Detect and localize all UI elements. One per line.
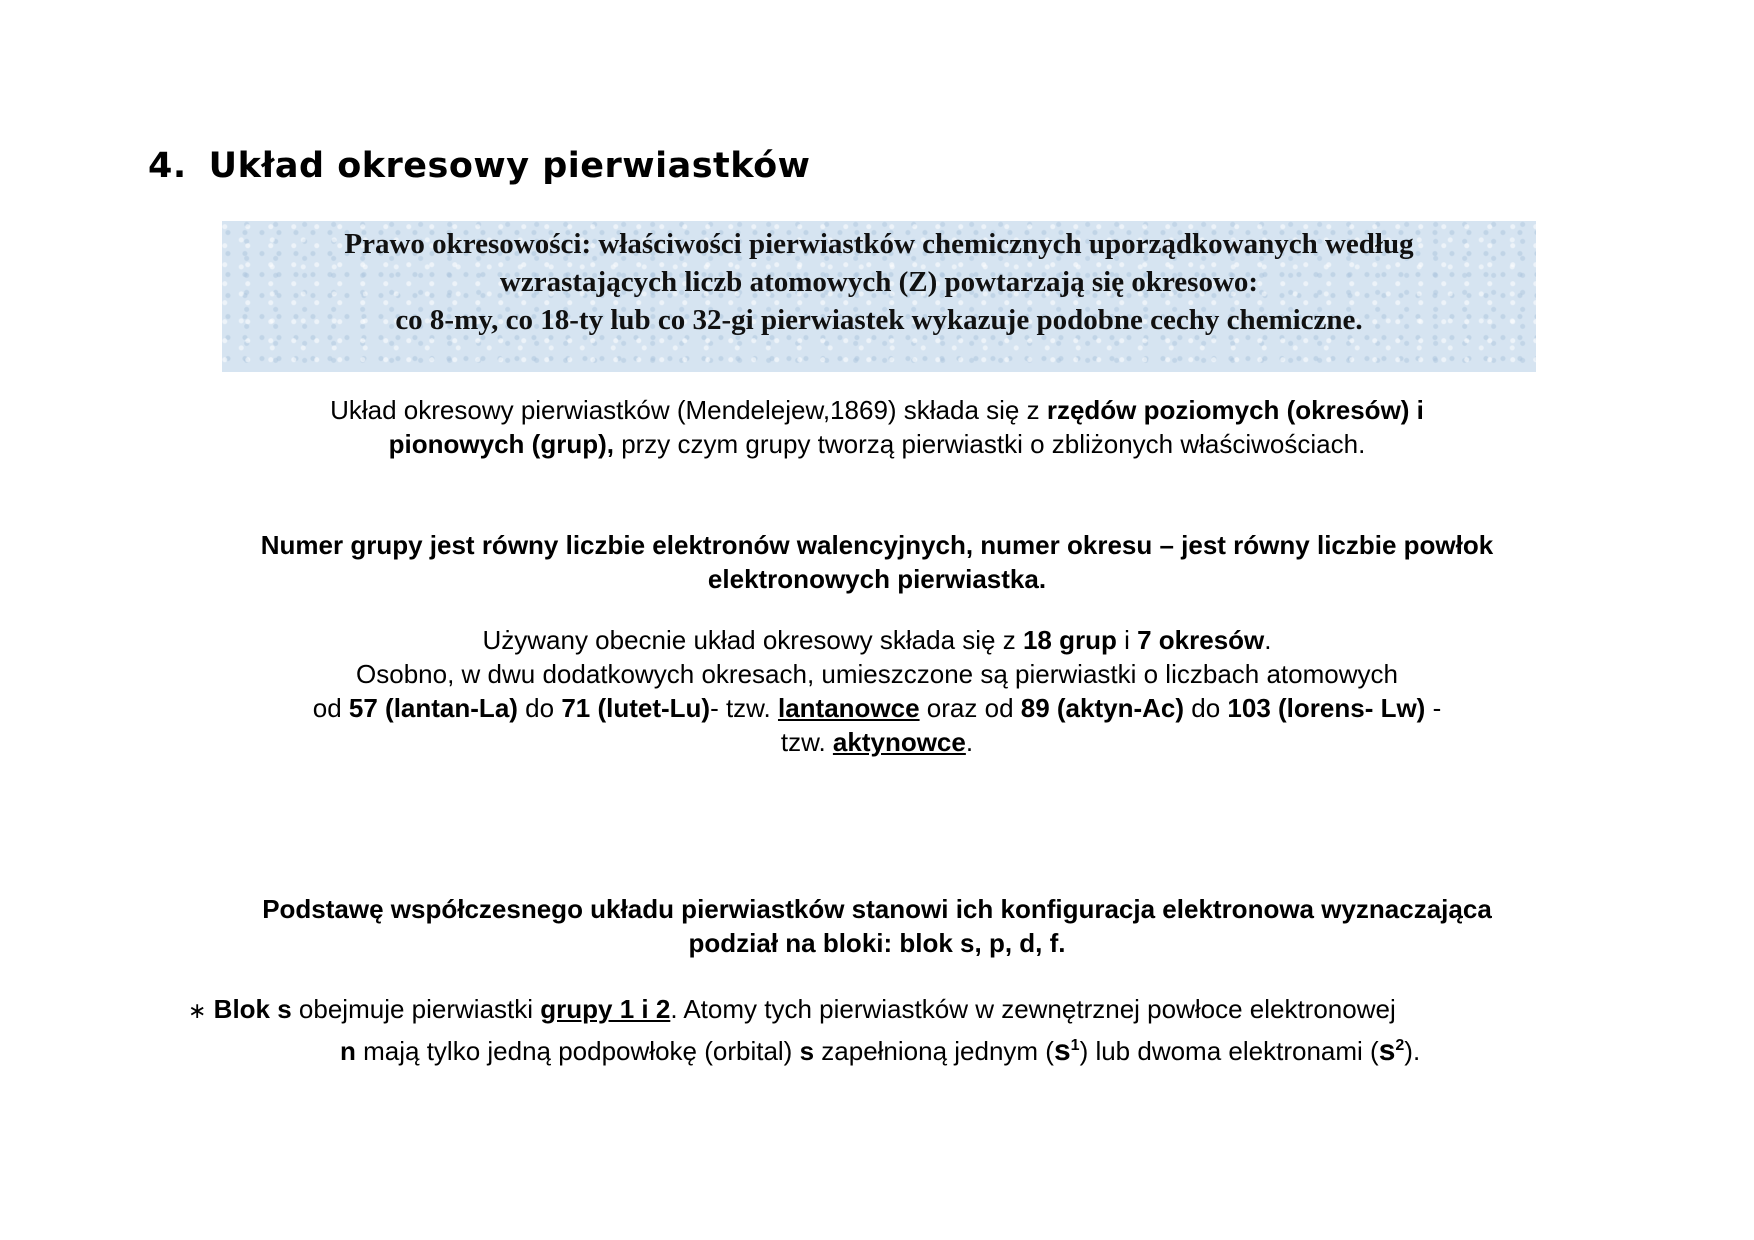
para1-line-2 <box>0 427 1754 461</box>
text-run: . <box>1264 625 1272 655</box>
bold-run: 57 (lantan-La) <box>348 693 518 723</box>
superscript: 2 <box>1395 1037 1405 1054</box>
para3-line-1 <box>0 623 1754 657</box>
page-title <box>148 146 811 186</box>
text-run: mają tylko jedną podpowłokę (orbital) <box>355 1036 800 1066</box>
text-run: do <box>1184 693 1228 723</box>
text-run: i <box>1116 625 1138 655</box>
bold-run: 18 grup <box>1022 625 1117 655</box>
s-block-line-1 <box>188 994 1396 1025</box>
para2-line-1: Numer grupy jest równy liczbie elektronów walencyjnych, numer okresu – jest równy liczbie powłok <box>260 530 1494 560</box>
bold-run: 103 (lorens- Lw) <box>1227 693 1426 723</box>
bold-run: n <box>340 1036 356 1066</box>
text-run: tzw. <box>780 727 833 757</box>
periodic-law-box <box>222 221 1536 372</box>
text-run: ). <box>1404 1036 1421 1066</box>
paragraph-group-period-rule <box>0 528 1754 596</box>
bold-run: 71 (lutet-Lu) <box>561 693 711 723</box>
bold-run: pionowych (grup), <box>388 429 614 459</box>
text-run: ) lub dwoma elektronami ( <box>1079 1036 1379 1066</box>
section-number: 4. <box>148 146 187 186</box>
groups-term: grupy 1 i 2 <box>540 994 671 1024</box>
para4-line-2: podział na bloki: blok s, p, d, f. <box>688 928 1066 958</box>
bold-run: 7 okresów <box>1137 625 1265 655</box>
para3-line-3 <box>0 691 1754 725</box>
text-run: zapełnioną jednym ( <box>814 1036 1054 1066</box>
law-line-3: co 8-my, co 18-ty lub co 32-gi pierwiastek wykazuje podobne cechy chemiczne. <box>395 304 1363 336</box>
law-line-2: wzrastających liczb atomowych (Z) powtarzają się okresowo: <box>499 266 1259 298</box>
bold-run: rzędów poziomych (okresów) i <box>1046 395 1424 425</box>
bold-run: Blok s <box>213 994 292 1024</box>
orbital-symbol: s <box>1053 1034 1071 1067</box>
para3-line-4 <box>0 725 1754 759</box>
law-line-1: Prawo okresowości: właściwości pierwiastków chemicznych uporządkowanych według <box>344 228 1414 260</box>
text-run: Używany obecnie układ okresowy składa się z <box>482 625 1023 655</box>
text-run: - tzw. <box>710 693 778 723</box>
para3-line-2: Osobno, w dwu dodatkowych okresach, umieszczone są pierwiastki o liczbach atomowych <box>356 659 1398 689</box>
text-run: . <box>965 727 974 757</box>
para4-line-1: Podstawę współczesnego układu pierwiastków stanowi ich konfiguracja elektronowa wyznaczająca <box>262 894 1492 924</box>
section-title-text: Układ okresowy pierwiastków <box>208 146 811 186</box>
actinides-term: aktynowce <box>832 727 966 757</box>
text-run: - <box>1425 693 1442 723</box>
superscript: 1 <box>1070 1037 1080 1054</box>
lanthanides-term: lantanowce <box>777 693 920 723</box>
paragraph-current-table <box>0 623 1754 759</box>
orbital-symbol: s <box>1378 1034 1396 1067</box>
paragraph-table-structure <box>0 393 1754 461</box>
text-run: do <box>517 693 562 723</box>
paragraph-blocks-basis <box>0 892 1754 960</box>
bullet-icon: ∗ <box>188 998 207 1023</box>
text-run: od <box>312 693 349 723</box>
text-run: oraz od <box>919 693 1021 723</box>
text-run: obejmuje pierwiastki <box>291 994 541 1024</box>
bold-run: s <box>799 1036 815 1066</box>
para2-line-2: elektronowych pierwiastka. <box>707 564 1047 594</box>
text-run: . Atomy tych pierwiastków w zewnętrznej powłoce elektronowej <box>670 994 1396 1024</box>
text-run: przy czym grupy tworzą pierwiastki o zbliżonych właściwościach. <box>613 429 1366 459</box>
text-run: Układ okresowy pierwiastków (Mendelejew,1869) składa się z <box>330 395 1047 425</box>
s-block-line-2 <box>340 1034 1420 1068</box>
bold-run: 89 (aktyn-Ac) <box>1020 693 1185 723</box>
para1-line-1 <box>0 393 1754 427</box>
